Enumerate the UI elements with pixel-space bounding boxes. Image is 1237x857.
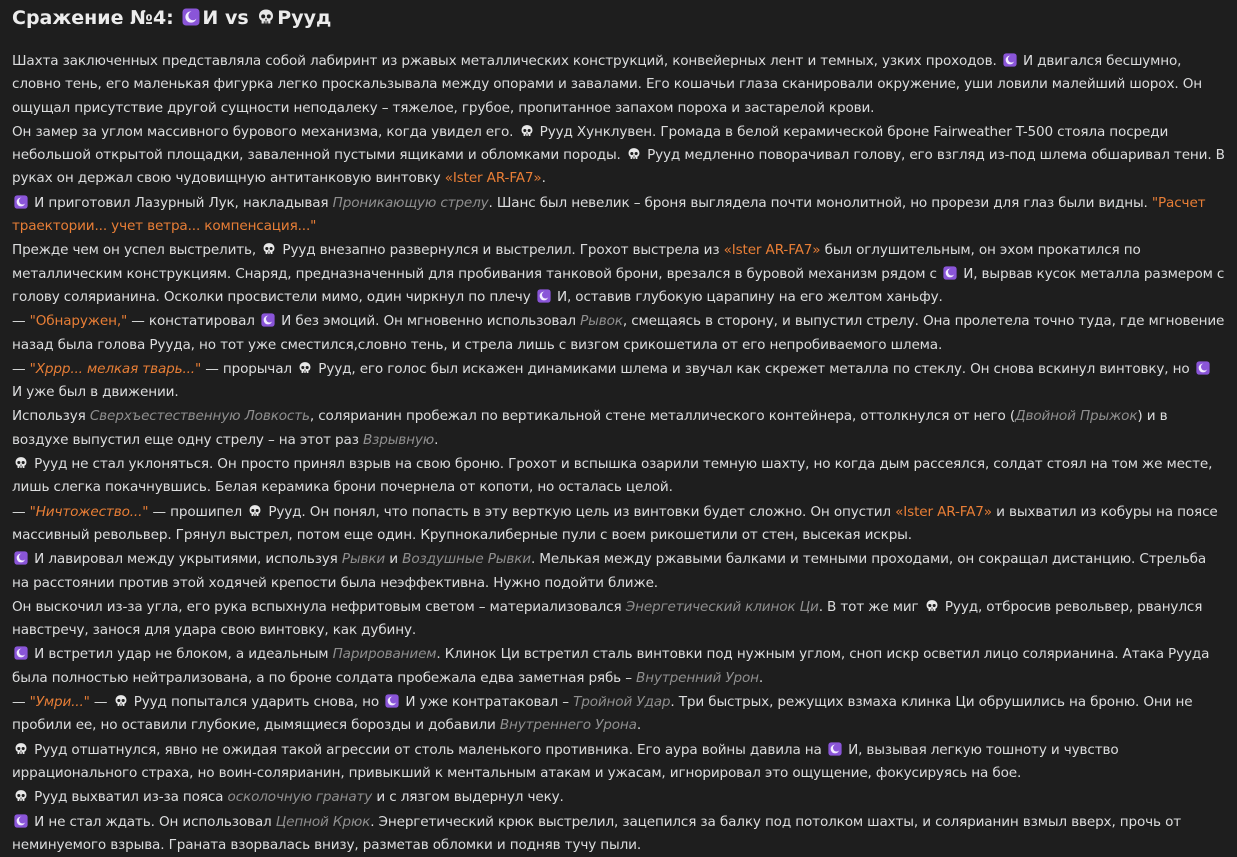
story-paragraph [12,643,1225,690]
paragraph-text: . [434,432,438,448]
paragraph-text: — [90,694,112,710]
quote-text: «Ister AR-FA7» [724,242,821,258]
paragraph-text: . [637,717,641,733]
paragraph-text: , солярианин пробежал по вертикальной стене металлического контейнера, оттолкнулся от него ( [310,408,1015,424]
paragraph-text: И, вырвав кусок металла размером с голову солярианина. Осколки просвистели мимо, один чиркнул по плечу [12,266,1224,305]
story-paragraph [12,739,1225,786]
crescent-moon-badge-icon [1196,361,1210,375]
battle-title-enemy: Рууд [277,7,331,29]
paragraph-text: . Энергетический крюк выстрелил, зацепился за балку под потолком шахты, и солярианин взмыл вверх, прочь от неминуемого взрыва. Граната взорвалась внизу, разметав обломки и подняв тучу пыли. [12,814,1181,853]
paragraph-text: И уже контратаковал – [405,694,573,710]
skill-name: Рывки [342,551,385,567]
paragraph-text: Рууд. Он понял, что попасть в эту верткую цель из винтовки будет сложно. Он опустил [268,504,895,520]
skull-icon [14,456,28,470]
battle-title [12,6,1225,30]
paragraph-text: — [12,361,30,377]
skill-name: Двойной Прыжок [1015,408,1137,424]
paragraph-text: — прорычал [201,361,296,377]
paragraph-text: — прошипел [148,504,246,520]
paragraph-text: был оглушительным, он эхом прокатился по металлическим конструкциям. Снаряд, предназначенный для пробивания танковой брони, врезался в буровой механизм рядом с [12,242,1141,281]
quote-text: "Умри..." [30,694,90,710]
paragraph-text: и с лязгом выдернул чеку. [372,789,564,805]
battle-title-prefix: Сражение №4: [12,7,174,29]
crescent-moon-badge-icon [828,742,842,756]
skull-icon [14,742,28,756]
paragraph-text: Рууд попытался ударить снова, но [134,694,383,710]
skill-name: Взрывную [363,432,434,448]
quote-text: "Расчет траектории... учет ветра... компенсация..." [12,195,1205,234]
quote-text: «Ister AR-FA7» [445,170,542,186]
quote-text: "Хррр... мелкая тварь..." [30,361,201,377]
paragraph-text: . Мелькая между ржавыми балками и темными проходами, он сокращал дистанцию. Стрельба на расстоянии против этой ходячей крепости была неэффективна. Нужно подойти ближе. [12,551,1206,590]
crescent-moon-badge-icon [261,313,275,327]
story-paragraph [12,548,1225,595]
paragraph-text: Рууд, отбросив револьвер, рванулся навстречу, занося для удара свою винтовку, как дубину. [12,599,1202,638]
paragraph-text: Рууд Хунклувен. Громада в белой керамической броне Fairweather T-500 стояла посреди небольшой открытой площадки, заваленной пустыми ящиками и обломками породы. [12,124,1168,163]
paragraph-text: — [12,694,30,710]
skull-icon [925,599,939,613]
story-paragraph [12,453,1225,500]
quote-text: «Ister AR-FA7» [895,504,992,520]
paragraph-text: И без эмоций. Он мгновенно использовал [281,313,580,329]
story-paragraph [12,121,1225,191]
paragraph-text: ) и в воздухе выпустил еще одну стрелу – на этот раз [12,408,1167,447]
story-paragraph [12,405,1225,452]
story-paragraph [12,691,1225,738]
crescent-moon-badge-icon [14,646,28,660]
paragraph-text: . Шанс был невелик – броня выглядела почти монолитной, но прорези для глаз были видны. [489,195,1152,211]
paragraph-text: Рууд внезапно развернулся и выстрелил. Грохот выстрела из [282,242,723,258]
paragraph-text: Используя [12,408,90,424]
crescent-moon-badge-icon [182,8,200,26]
crescent-moon-badge-icon [14,195,28,209]
skull-icon [114,694,128,708]
skull-icon [298,361,312,375]
skill-name: Внутренний Урон [636,670,759,686]
paragraph-text: , смещаясь в сторону, и выпустил стрелу. Она пролетела точно туда, где мгновение назад была голова Рууда, но тот уже сместился,словно тень, и стрела лишь с визгом срикошетила от его непробиваемого шлема. [12,313,1224,352]
crescent-moon-badge-icon [1003,53,1017,67]
paragraph-text: И встретил удар не блоком, а идеальным [34,646,332,662]
paragraph-text: — [12,313,30,329]
paragraph-text: и [385,551,402,567]
skull-icon [14,789,28,803]
skill-name: осколочную гранату [228,789,373,805]
paragraph-text: Прежде чем он успел выстрелить, [12,242,260,258]
skull-icon [627,147,641,161]
paragraph-text: . Клинок Ци встретил сталь винтовки под нужным углом, сноп искр осветил лицо солярианина. Атака Рууда была полностью нейтрализована, а по броне солдата пробежала едва заметная рябь – [12,646,1209,685]
paragraph-text: Он замер за углом массивного бурового механизма, когда увидел его. [12,124,518,140]
crescent-moon-badge-icon [14,814,28,828]
story-paragraph [12,786,1225,809]
story-paragraph [12,310,1225,357]
paragraph-text: Рууд, его голос был искажен динамиками шлема и звучал как скрежет металла по стеклу. Он снова вскинул винтовку, но [318,361,1193,377]
paragraph-text: И приготовил Лазурный Лук, накладывая [34,195,332,211]
quote-text: "Ничтожество..." [30,504,149,520]
story-paragraph [12,192,1225,239]
crescent-moon-badge-icon [943,266,957,280]
paragraph-text: Рууд медленно поворачивал голову, его взгляд из-под шлема обшаривал тени. В руках он держал свою чудовищную антитанковую винтовку [12,147,1225,186]
paragraph-text: — констатировал [127,313,259,329]
story-paragraph [12,811,1225,857]
crescent-moon-badge-icon [385,694,399,708]
story-paragraph [12,50,1225,120]
skill-name: Воздушные Рывки [402,551,531,567]
paragraph-text: . В тот же миг [819,599,923,615]
skill-name: Парированием [333,646,437,662]
skill-name: Тройной Удар [573,694,670,710]
paragraph-text: . Три быстрых, режущих взмаха клинка Ци обрушились на броню. Они не пробили ее, но оставили глубокие, дымящиеся борозды и добавили [12,694,1192,733]
story-paragraph [12,358,1225,405]
paragraph-text: . [542,170,546,186]
paragraph-text: Рууд не стал уклоняться. Он просто принял взрыв на свою броню. Грохот и вспышка озарили темную шахту, но когда дым рассеялся, солдат стоял на том же месте, лишь слегка покачнувшись. Белая керамика брони почернела от копоти, но осталась целой. [12,456,1212,495]
skill-name: Энергетический клинок Ци [626,599,819,615]
paragraph-text: И не стал ждать. Он использовал [34,814,276,830]
paragraph-text: И, вызывая легкую тошноту и чувство иррационального страха, но воин-солярианин, привыкший к ментальным атакам и ужасам, игнорировал это ощущение, фокусируясь на бое. [12,742,1119,781]
paragraph-text: Рууд отшатнулся, явно не ожидая такой агрессии от столь маленького противника. Его аура войны давила на [34,742,826,758]
paragraph-text: . [759,670,763,686]
skill-name: Цепной Крюк [276,814,370,830]
skill-name: Проникающую стрелу [333,195,489,211]
skull-icon [248,504,262,518]
story-paragraph [12,596,1225,643]
battle-title-hero: И [202,7,218,29]
paragraph-text: И двигался бесшумно, словно тень, его маленькая фигурка легко проскальзывала между опорами и завалами. Его кошачьи глаза сканировали окружение, уши ловили малейший шорох. Он ощущал присутствие другой сущности неподалеку – тяжелое, грубое, пропитанное запахом пороха и застарелой крови. [12,53,1202,116]
crescent-moon-badge-icon [14,551,28,565]
story-paragraph [12,501,1225,548]
skill-name: Сверхъестественную Ловкость [90,408,310,424]
paragraph-text: — [12,504,30,520]
story-body [12,50,1225,857]
paragraph-text: и выхватил из кобуры на поясе массивный револьвер. Грянул выстрел, потом еще один. Крупнокалиберные пули с воем рикошетили от стен, высекая искры. [12,504,1218,543]
paragraph-text: И, оставив глубокую царапину на его желтом ханьфу. [557,289,943,305]
paragraph-text: Он выскочил из-за угла, его рука вспыхнула нефритовым светом – материализовался [12,599,626,615]
story-paragraph [12,239,1225,309]
skill-name: Внутреннего Урона [500,717,637,733]
crescent-moon-badge-icon [537,289,551,303]
paragraph-text: Шахта заключенных представляла собой лабиринт из ржавых металлических конструкций, конвейерных лент и темных, узких проходов. [12,53,1001,69]
quote-text: "Обнаружен," [30,313,128,329]
paragraph-text: Рууд выхватил из-за пояса [34,789,227,805]
skull-icon [257,8,275,26]
paragraph-text: И лавировал между укрытиями, используя [34,551,342,567]
paragraph-text: И уже был в движении. [12,384,179,400]
battle-title-vs: vs [225,7,249,29]
skull-icon [262,242,276,256]
skull-icon [520,124,534,138]
skill-name: Рывок [580,313,623,329]
